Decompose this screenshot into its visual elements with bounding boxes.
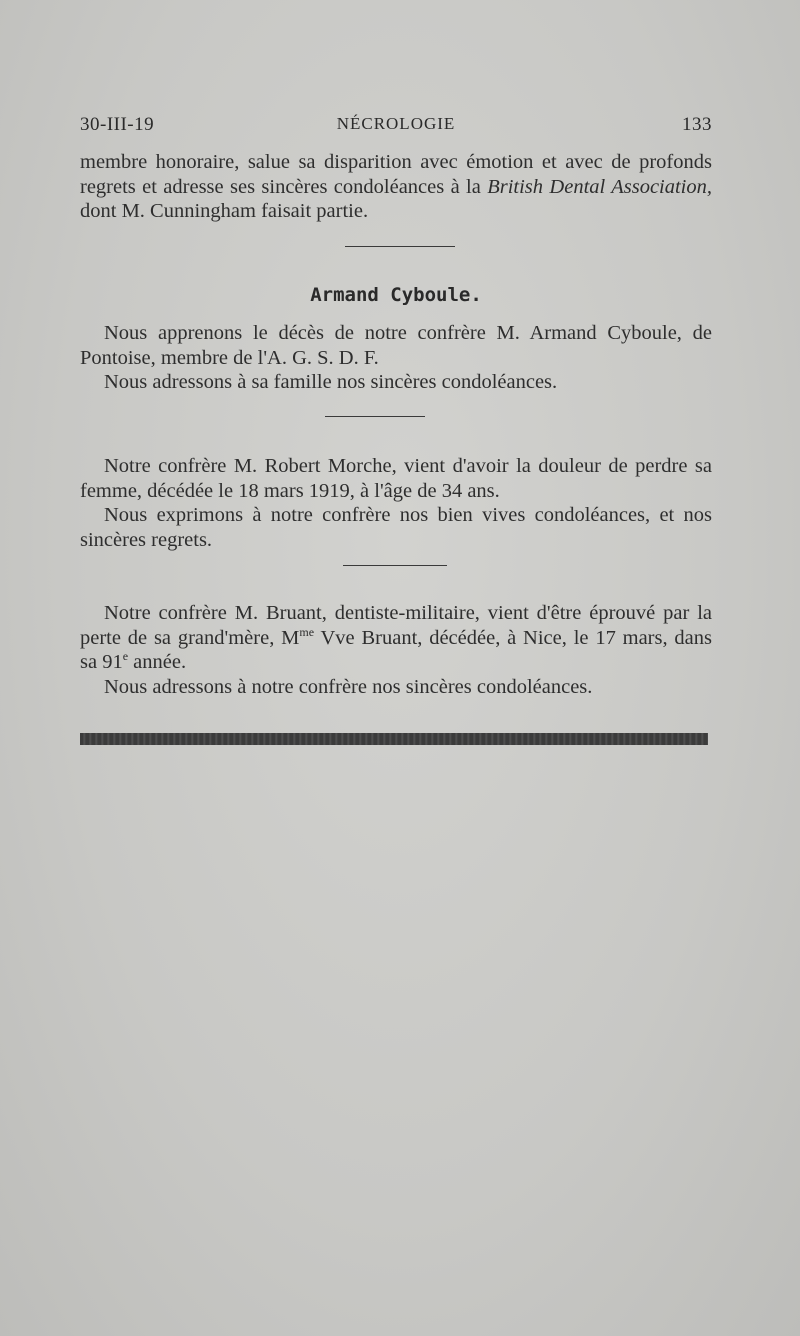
morche-paragraph-2: Nous exprimons à notre confrère nos bien vives condoléances, et nos sincères regrets. bbox=[80, 504, 712, 551]
header-date: 30-III-19 bbox=[80, 114, 155, 135]
morche-paragraph-1: Notre confrère M. Robert Morche, vient d'avoir la douleur de perdre sa femme, décédée le 18 mars 1919, à l'âge de 34 ans. bbox=[80, 455, 712, 502]
continued-line-2: profonds regrets et adresse ses sincères condoléances à la bbox=[80, 151, 712, 198]
bruant-paragraph-2: Nous adressons à notre confrère nos sincères condoléances. bbox=[104, 675, 593, 698]
bruant-paragraph-1 bbox=[80, 601, 712, 675]
cyboule-paragraph-2: Nous adressons à sa famille nos sincères condoléances. bbox=[104, 371, 558, 393]
continued-line-1: membre honoraire, salue sa disparition avec émotion et avec de bbox=[80, 151, 631, 173]
cyboule-notice bbox=[80, 321, 712, 395]
continued-line-3: dont M. Cunningham faisait partie. bbox=[80, 200, 369, 222]
separator-rule-2 bbox=[325, 416, 425, 417]
bruant-text-a: Notre confrère M. Bruant, dentiste-militaire, vient d'être éprouvé par la perte de sa grand'mère, M bbox=[80, 602, 712, 649]
end-of-section-bar bbox=[80, 733, 708, 745]
bruant-sup-me: me bbox=[299, 624, 315, 639]
continued-line-2-italic: British bbox=[487, 175, 544, 198]
bruant-notice bbox=[80, 601, 712, 699]
header-section: NÉCROLOGIE bbox=[336, 114, 456, 133]
continued-line-3-italic: Dental Association, bbox=[549, 175, 712, 198]
cyboule-paragraph-1: Nous apprenons le décès de notre confrère M. Armand Cyboule, de Pontoise, membre de l'A. G. S. D. F. bbox=[80, 322, 712, 369]
running-head bbox=[80, 114, 712, 144]
bruant-text-c: année. bbox=[128, 651, 187, 673]
bruant-text-b: Vve Bruant, décédée, à Nice, le 17 mars, dans sa 91 bbox=[80, 626, 713, 673]
continued-paragraph bbox=[80, 150, 712, 224]
obituary-heading: Armand Cyboule. bbox=[310, 284, 482, 306]
separator-rule-3 bbox=[343, 565, 447, 566]
bruant-sup-e: e bbox=[122, 649, 129, 664]
separator-rule-1 bbox=[345, 246, 455, 247]
morche-notice bbox=[80, 454, 712, 552]
page-number: 133 bbox=[682, 114, 712, 135]
